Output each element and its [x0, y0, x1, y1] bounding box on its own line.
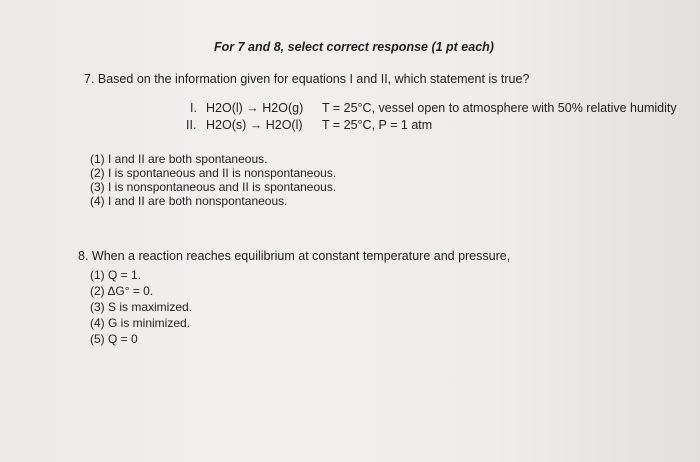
- q8-option-4: (4) G is minimized.: [90, 316, 191, 330]
- question-8: 8. When a reaction reaches equilibrium at constant temperature and pressure,: [78, 249, 511, 263]
- equation-conditions: T = 25°C, vessel open to atmosphere with 50% relative humidity: [322, 101, 677, 115]
- q8-option-2: (2) ΔG° = 0.: [90, 284, 154, 298]
- equation-conditions: T = 25°C, P = 1 atm: [322, 118, 433, 132]
- section-heading: For 7 and 8, select correct response (1 pt each): [214, 40, 494, 54]
- q8-option-5: (5) Q = 0: [90, 332, 138, 346]
- q7-option-4: (4) I and II are both nonspontaneous.: [90, 194, 288, 208]
- q7-option-2: (2) I is spontaneous and II is nonspontaneous.: [90, 166, 337, 180]
- q8-option-3: (3) S is maximized.: [90, 300, 193, 314]
- q8-option-1: (1) Q = 1.: [90, 268, 142, 282]
- q7-option-1: (1) I and II are both spontaneous.: [90, 152, 268, 166]
- question-7: 7. Based on the information given for equations I and II, which statement is true?: [84, 72, 530, 86]
- equation-reaction: H2O(s) → H2O(l): [206, 118, 303, 132]
- equation-reaction: H2O(l) → H2O(g): [206, 101, 304, 115]
- equation-number: II.: [186, 118, 197, 132]
- q7-option-3: (3) I is nonspontaneous and II is spontaneous.: [90, 180, 337, 194]
- equation-number: I.: [190, 101, 197, 115]
